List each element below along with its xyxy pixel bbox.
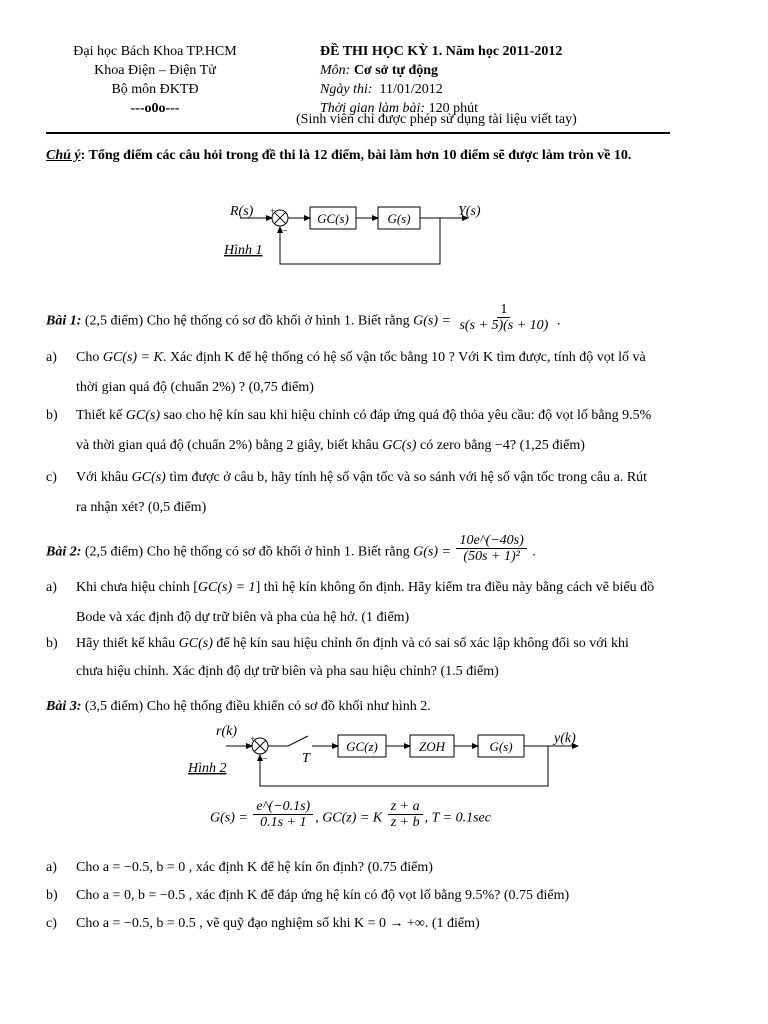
bai2-b-pre: Hãy thiết kế khâu: [76, 636, 176, 651]
bai1-a-line2: thời gian quá độ (chuẩn 2%) ? (0,75 điểm): [76, 380, 314, 395]
bai1-b-line2: [76, 436, 585, 455]
bai2-heading: Bài 2: (2,5 điểm) Cho hệ thống có sơ đồ khối ở hình 1. Biết rằng G(s) = $\frac{10e\^{}(-40s)}{\text{(50s + 1)²}}$ .: [46, 533, 536, 564]
fig1-plant-label: G(s): [387, 211, 411, 226]
bai1-b-text: sao cho hệ kín sau khi hiệu chỉnh có đáp ứng quá độ thỏa yêu cầu: độ vọt lố bằng 9.5%: [163, 408, 652, 423]
bai1-b-label: b): [46, 408, 58, 423]
bai1-part-b: [46, 406, 651, 425]
bai2-intro: (2,5 điểm) Cho hệ thống có sơ đồ khối ở hình 1. Biết rằng: [84, 544, 410, 560]
bai1-a-text: . Xác định K để hệ thống có hệ số vận tốc bằng 10 ? Với K tìm được, tính độ vọt lố và: [162, 350, 646, 365]
bai1-c-line2: ra nhận xét? (0,5 điểm): [76, 500, 207, 515]
svg-text:+: +: [250, 734, 256, 744]
bai3-G-denominator: 0.1s + 1: [260, 815, 307, 830]
bai3-heading: [46, 697, 431, 716]
bai2-b-line2: chưa hiệu chỉnh. Xác định độ dự trữ biên và pha sau hiệu chỉnh? (1.5 điểm): [76, 664, 499, 679]
fig2-controller-label: GC(z): [346, 739, 378, 754]
block-diagram-1: [220, 196, 500, 272]
bai2-a-label: a): [46, 580, 57, 595]
bai1-a-pre: Cho: [76, 350, 100, 365]
notice-label: Chú ý: [46, 148, 81, 163]
fig2-caption: Hình 2: [188, 761, 227, 776]
bai1-b-line2b: có zero bằng −4? (1,25 điểm): [419, 438, 585, 453]
fig2-output-label: y(k): [554, 731, 576, 746]
fig1-output-label: Y(s): [458, 204, 481, 219]
bai1-G-denominator: s(s + 5)(s + 10): [459, 318, 549, 333]
notice: [46, 146, 631, 165]
bai2-G-numerator: 10e^(−40s): [456, 533, 526, 549]
bai1-intro: (2,5 điểm) Cho hệ thống có sơ đồ khối ở hình 1. Biết rằng: [84, 313, 410, 329]
date-label: Ngày thi:: [320, 82, 373, 97]
bai3-c-label: c): [46, 916, 57, 931]
header-divider-mark: ---o0o---: [130, 101, 180, 116]
faculty-name: Khoa Điện – Điện Tử: [94, 63, 216, 78]
institution-block: [40, 42, 270, 118]
bai1-c-label: c): [46, 470, 57, 485]
bai2-G-fraction: [456, 533, 526, 564]
bai1-G-fraction: [456, 302, 551, 333]
bai2-a-line2: Bode và xác định độ dự trữ biên và pha của hệ hở. (1 điểm): [76, 610, 410, 625]
university-name: Đại học Bách Khoa TP.HCM: [73, 44, 237, 59]
bai1-title: Bài 1:: [46, 313, 82, 329]
bai2-part-a: [46, 578, 654, 597]
bai3-title: Bài 3:: [46, 699, 82, 714]
block-diagram-2: [180, 718, 600, 788]
bai3-c-text: Cho a = −0.5, b = 0.5 , vẽ quỹ đạo nghiệm số khi K = 0 → +∞. (1 điểm): [76, 916, 480, 931]
bai3-part-b: [46, 886, 569, 905]
bai2-a-math: GC(s) = 1: [197, 580, 256, 595]
bai1-a-label: a): [46, 350, 57, 365]
bai1-part-a: [46, 348, 646, 367]
bai1-b-math: GC(s): [125, 408, 160, 423]
fig2-input-label: r(k): [216, 724, 237, 739]
materials-note: (Sinh viên chỉ được phép sử dụng tài liệu viết tay): [296, 112, 577, 127]
bai2-title: Bài 2:: [46, 544, 82, 560]
bai2-G-denominator: (50s + 1)²: [463, 549, 520, 564]
fig1-caption: Hình 1: [224, 243, 263, 258]
bai3-T-value: , T = 0.1sec: [424, 810, 491, 826]
bai3-G-numerator: e^(−0.1s): [253, 799, 313, 815]
bai1-b-pre: Thiết kế: [76, 408, 123, 423]
bai2-G-lhs: G(s) =: [413, 544, 451, 560]
bai3-intro: (3,5 điểm) Cho hệ thống điều khiển có sơ đồ khối như hình 2.: [84, 699, 431, 714]
fig2-sampler-label: T: [302, 751, 310, 766]
bai3-part-a: [46, 858, 433, 877]
bai3-b-label: b): [46, 888, 58, 903]
exam-title: ĐỀ THI HỌC KỲ 1. Năm học 2011-2012: [320, 44, 563, 59]
bai3-G-lhs: G(s) =: [210, 810, 248, 826]
bai2-a-text2: ] thì hệ kín không ổn định. Hãy kiểm tra điều này bằng cách vẽ biểu đồ: [255, 580, 655, 595]
bai1-G-lhs: G(s) =: [413, 313, 451, 329]
bai3-Gc-numerator: z + a: [388, 799, 423, 815]
subject-label: Môn:: [320, 63, 351, 78]
fig2-plant-label: G(s): [489, 739, 513, 754]
bai3-Gc-lhs: , GC(z) = K: [315, 810, 383, 826]
fig2-sampler-switch: [288, 736, 308, 746]
bai2-b-label: b): [46, 636, 58, 651]
bai3-G-fraction: [253, 799, 313, 830]
bai1-b-math2: GC(s): [382, 438, 417, 453]
duration-label: Thời gian làm bài:: [320, 101, 426, 116]
bai2-b-text: để hệ kín sau hiệu chỉnh ổn định và có sai số xác lập không đổi so với khi: [216, 636, 629, 651]
bai3-Gc-fraction: [388, 799, 423, 830]
bai1-c-text: tìm được ở câu b, hãy tính hệ số vận tốc và so sánh với hệ số vận tốc trong câu a. Rút: [169, 470, 648, 485]
svg-text:−: −: [262, 754, 268, 765]
fig1-input-label: R(s): [230, 204, 254, 219]
svg-text:−: −: [282, 226, 288, 237]
bai1-b-line2a: và thời gian quá độ (chuẩn 2%) bằng 2 giây, biết khâu: [76, 438, 379, 453]
fig2-zoh-label: ZOH: [418, 739, 446, 754]
bai2-part-b: [46, 634, 629, 653]
header-rule: [46, 132, 670, 134]
bai1-part-c: [46, 468, 647, 487]
bai2-a-text1: Khi chưa hiệu chỉnh [: [76, 580, 198, 595]
bai3-b-text: Cho a = 0, b = −0.5 , xác định K để đáp ứng hệ kín có độ vọt lố bằng 9.5%? (0.75 điểm): [76, 888, 570, 903]
bai1-c-pre: Với khâu: [76, 470, 129, 485]
subject-value: Cơ sở tự động: [353, 63, 439, 78]
bai1-heading: Bài 1: (2,5 điểm) Cho hệ thống có sơ đồ khối ở hình 1. Biết rằng G(s) = $\frac{1}{s(s + 5)(s + 10)}$ .: [46, 302, 561, 333]
bai2-b-math: GC(s): [178, 636, 213, 651]
svg-text:+: +: [270, 206, 276, 216]
date-value: 11/01/2012: [379, 82, 443, 97]
bai3-part-c: [46, 914, 480, 933]
bai1-a-math: GC(s) = K: [102, 350, 163, 365]
notice-text: : Tổng điểm các câu hỏi trong đề thi là 12 điểm, bài làm hơn 10 điểm sẽ được làm tròn về 10.: [80, 148, 632, 163]
exam-info-block: [320, 42, 650, 118]
bai3-formula: [210, 799, 491, 834]
bai3-a-label: a): [46, 860, 57, 875]
bai1-G-numerator: 1: [497, 302, 510, 318]
bai1-c-math: GC(s): [131, 470, 166, 485]
bai3-Gc-denominator: z + b: [390, 815, 420, 830]
department-name: Bộ môn ĐKTĐ: [111, 82, 199, 97]
bai3-a-text: Cho a = −0.5, b = 0 , xác định K để hệ kín ổn định? (0.75 điểm): [76, 860, 433, 875]
fig1-controller-label: GC(s): [317, 211, 349, 226]
duration-value: 120 phút: [428, 101, 478, 116]
